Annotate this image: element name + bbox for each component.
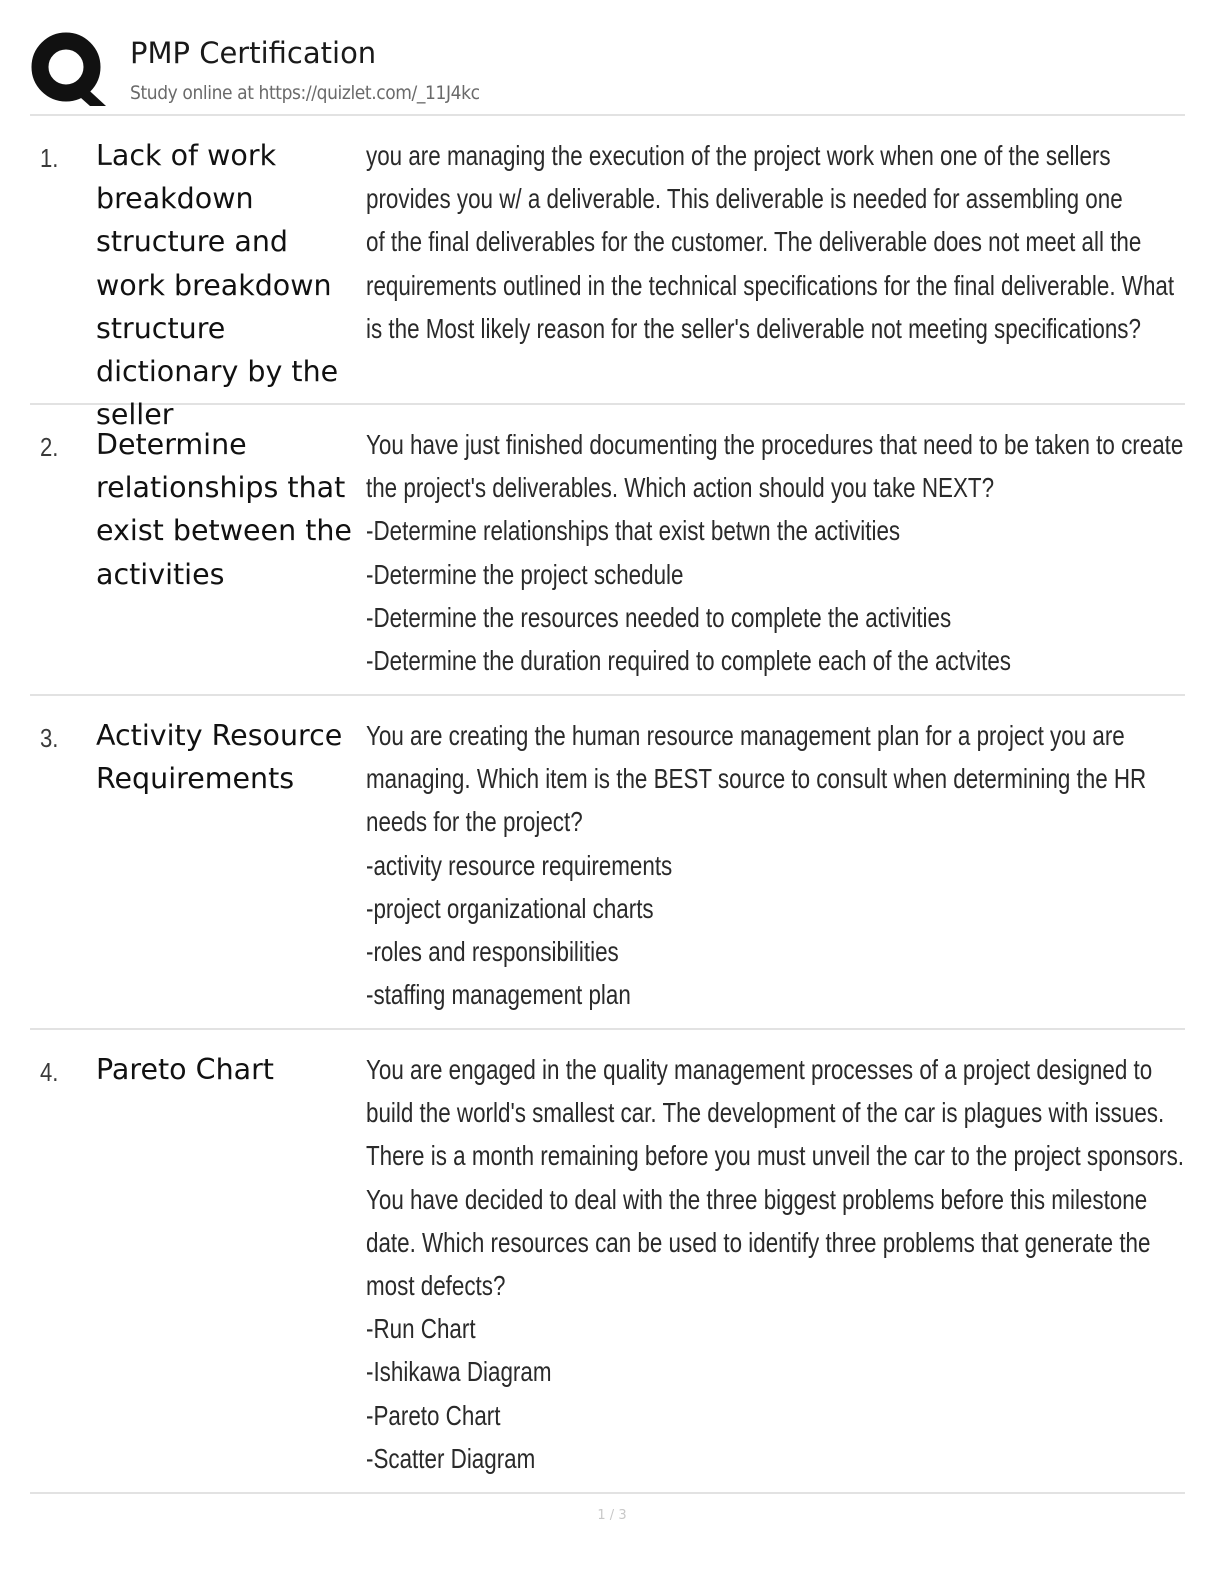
definition-line: -Determine relationships that exist betwn the activities	[366, 515, 901, 547]
definition-line: -staffing management plan	[366, 979, 631, 1011]
definition-line: -Ishikawa Diagram	[366, 1356, 552, 1388]
page-number: 1 / 3	[597, 1508, 627, 1523]
definition-line: is the Most likely reason for the seller's deliverable not meeting specifications?	[366, 312, 1141, 344]
deck-title: PMP Certification	[130, 36, 377, 70]
definition-line: You are creating the human resource management plan for a project you are	[366, 720, 1125, 751]
definition-line: build the world's smallest car. The development of the car is plagues with issues.	[366, 1097, 1165, 1129]
definition-line: -project organizational charts	[366, 892, 654, 924]
definition-line: most defects?	[366, 1270, 506, 1302]
definition-line: provides you w/ a deliverable. This deliverable is needed for assembling one	[366, 183, 1123, 215]
definition-line: needs for the project?	[366, 806, 583, 838]
definition-line: There is a month remaining before you must unveil the car to the project sponsors.	[366, 1140, 1185, 1172]
study-online-link[interactable]: Study online at https://quizlet.com/_11J4kc	[130, 82, 480, 104]
card-term: Determine relationships that exist between the activities	[96, 428, 352, 591]
definition-line: you are managing the execution of the project work when one of the sellers	[366, 140, 1111, 171]
definition-line: -Run Chart	[366, 1313, 476, 1345]
definition-line: -activity resource requirements	[366, 849, 673, 881]
flashcard-3	[30, 698, 1185, 1030]
card-definition	[366, 1048, 1185, 1480]
definition-line: You have decided to deal with the three biggest problems before this milestone	[366, 1183, 1148, 1215]
definition-line: -roles and responsibilities	[366, 936, 619, 968]
card-definition	[366, 134, 1175, 350]
definition-line: -Determine the duration required to complete each of the actvites	[366, 645, 1011, 677]
definition-line: managing. Which item is the BEST source to consult when determining the HR	[366, 763, 1147, 795]
definition-line: You are engaged in the quality management processes of a project designed to	[366, 1054, 1153, 1085]
card-term: Activity Resource Requirements	[96, 719, 343, 796]
card-term: Lack of work breakdown structure and work breakdown structure dictionary by the seller	[96, 139, 339, 432]
page-header	[30, 28, 1185, 116]
quizlet-logo-icon	[30, 30, 108, 108]
definition-line: You have just finished documenting the procedures that need to be taken to create	[366, 429, 1184, 460]
definition-line: -Pareto Chart	[366, 1399, 501, 1431]
card-number: 2.	[40, 432, 59, 462]
card-number: 1.	[40, 143, 59, 173]
card-number: 3.	[40, 723, 59, 753]
card-definition	[366, 714, 1166, 1016]
flashcard-1	[30, 118, 1185, 432]
flashcard-2	[30, 407, 1185, 696]
definition-line: -Determine the project schedule	[366, 558, 684, 590]
definition-line: -Determine the resources needed to complete the activities	[366, 601, 952, 633]
card-number: 4.	[40, 1057, 59, 1087]
definition-line: requirements outlined in the technical specifications for the final deliverable. What	[366, 269, 1175, 301]
flashcard-4	[30, 1032, 1185, 1494]
definition-line: of the final deliverables for the customer. The deliverable does not meet all the	[366, 226, 1142, 258]
definition-line: the project's deliverables. Which action should you take NEXT?	[366, 472, 995, 504]
definition-line: -Scatter Diagram	[366, 1442, 536, 1474]
definition-line: date. Which resources can be used to identify three problems that generate the	[366, 1226, 1151, 1258]
card-term: Pareto Chart	[96, 1053, 274, 1086]
card-definition	[366, 423, 1184, 682]
